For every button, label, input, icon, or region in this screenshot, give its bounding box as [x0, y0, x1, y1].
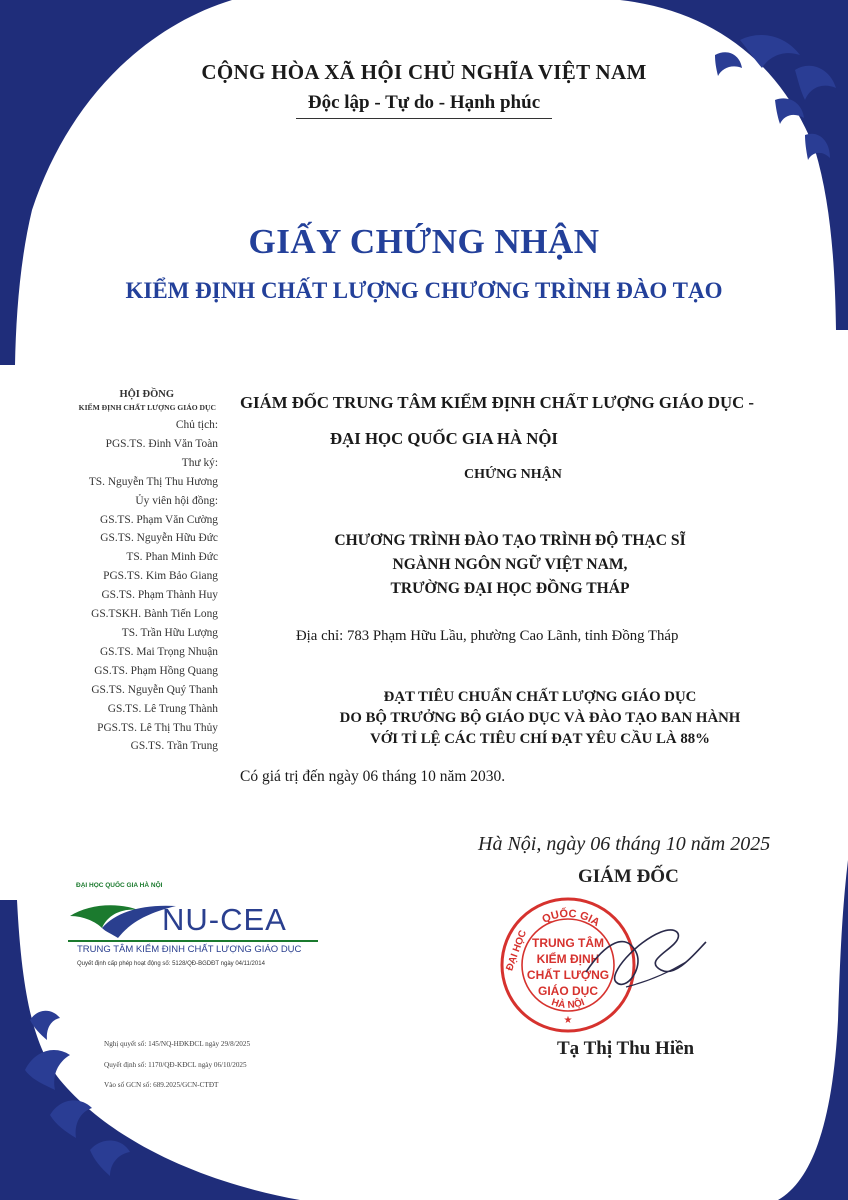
certifies-label: CHỨNG NHẬN: [464, 467, 562, 482]
corner-ornament-bottom-right: [778, 860, 848, 1200]
issuer-line-2: ĐẠI HỌC QUỐC GIA HÀ NỘI: [330, 429, 558, 448]
reference-registry: Vào số GCN số: 689.2025/GCN-CTĐT: [104, 1081, 219, 1089]
stamp-line-1: TRUNG TÂM: [532, 936, 604, 950]
council-heading-sub: KIỂM ĐỊNH CHẤT LƯỢNG GIÁO DỤC: [78, 403, 216, 412]
council-line: GS.TSKH. Bành Tiến Long: [91, 608, 218, 621]
nu-cea-logo: [68, 882, 318, 974]
council-line: GS.TS. Lê Trung Thành: [107, 702, 218, 715]
standard-line-2: DO BỘ TRƯỞNG BỘ GIÁO DỤC VÀ ĐÀO TẠO BAN HÀNH: [339, 710, 741, 726]
council-line: Chủ tịch:: [175, 419, 218, 431]
place-date: Hà Nội, ngày 06 tháng 10 năm 2025: [478, 833, 771, 855]
certificate-subtitle: KIỂM ĐỊNH CHẤT LƯỢNG CHƯƠNG TRÌNH ĐÀO TẠO: [125, 278, 723, 303]
council-line: GS.TS. Phạm Thành Huy: [101, 589, 218, 602]
logo-name: NU-CEA: [162, 902, 287, 937]
logo-divider: [68, 940, 318, 942]
council-line: GS.TS. Phạm Hồng Quang: [94, 664, 218, 677]
stamp-star-icon: ★: [563, 1015, 573, 1026]
stamp-line-4: GIÁO DỤC: [538, 984, 598, 998]
signer-position: GIÁM ĐỐC: [578, 866, 679, 887]
stamp-top-text: QUỐC GIA: [540, 907, 602, 929]
national-title: CỘNG HÒA XÃ HỘI CHỦ NGHĨA VIỆT NAM: [201, 60, 647, 84]
program-address: Địa chỉ: 783 Phạm Hữu Lầu, phường Cao Lãnh, tỉnh Đồng Tháp: [296, 628, 679, 644]
council-line: PGS.TS. Kim Bảo Giang: [103, 570, 218, 583]
council-line: TS. Trần Hữu Lượng: [121, 626, 218, 639]
stamp-line-3: CHẤT LƯỢNG: [526, 968, 610, 982]
program-line-1: CHƯƠNG TRÌNH ĐÀO TẠO TRÌNH ĐỘ THẠC SĨ: [334, 532, 686, 549]
council-line: GS.TS. Mai Trọng Nhuận: [99, 645, 218, 658]
signer-name: Tạ Thị Thu Hiền: [557, 1038, 695, 1059]
logo-parent: ĐẠI HỌC QUỐC GIA HÀ NỘI: [76, 882, 163, 889]
council-line: PGS.TS. Đinh Văn Toàn: [105, 437, 218, 450]
council-line: Thư ký:: [181, 456, 218, 469]
council-list: [30, 388, 218, 756]
issuer-line-1: GIÁM ĐỐC TRUNG TÂM KIỂM ĐỊNH CHẤT LƯỢNG GIÁO DỤC -: [240, 393, 755, 412]
reference-decision: Quyết định số: 1170/QĐ-KĐCL ngày 06/10/2025: [104, 1061, 247, 1069]
council-line: GS.TS. Trần Trung: [130, 740, 218, 753]
validity-text: Có giá trị đến ngày 06 tháng 10 năm 2030.: [240, 768, 506, 785]
stamp-left-text: ĐẠI HỌC: [504, 928, 530, 973]
corner-ornament-top-left: [0, 0, 240, 370]
council-heading: HỘI ĐỒNG: [119, 389, 174, 400]
council-line: Ủy viên hội đồng:: [135, 494, 218, 507]
certificate-title: GIẤY CHỨNG NHẬN: [248, 222, 600, 261]
council-line: GS.TS. Nguyễn Hữu Đức: [100, 532, 218, 545]
council-line: TS. Phan Minh Đức: [126, 551, 218, 564]
stamp-bottom-text: HÀ NỘI: [549, 996, 587, 1012]
council-line: GS.TS. Phạm Văn Cường: [100, 513, 218, 526]
stamp-line-2: KIỂM ĐỊNH: [536, 952, 600, 966]
council-line: PGS.TS. Lê Thị Thu Thủy: [97, 721, 218, 734]
logo-full-name: TRUNG TÂM KIỂM ĐỊNH CHẤT LƯỢNG GIÁO DỤC: [77, 944, 302, 955]
standard-line-3: VỚI TỈ LỆ CÁC TIÊU CHÍ ĐẠT YÊU CẦU LÀ 88%: [370, 731, 710, 747]
standard-line-1: ĐẠT TIÊU CHUẨN CHẤT LƯỢNG GIÁO DỤC: [383, 689, 697, 705]
logo-license: Quyết định cấp phép hoạt động số: 5128/QĐ-BGDĐT ngày 04/11/2014: [77, 961, 265, 967]
council-line: GS.TS. Nguyễn Quý Thanh: [91, 683, 218, 696]
motto-underline: [296, 118, 552, 119]
program-line-3: TRƯỜNG ĐẠI HỌC ĐỒNG THÁP: [390, 580, 630, 597]
handwritten-signature: [563, 912, 716, 1030]
reference-resolution: Nghị quyết số: 145/NQ-HĐKĐCL ngày 29/8/2025: [104, 1040, 251, 1048]
council-line: TS. Nguyễn Thị Thu Hương: [88, 475, 218, 488]
program-line-2: NGÀNH NGÔN NGỮ VIỆT NAM,: [392, 556, 628, 573]
national-motto: Độc lập - Tự do - Hạnh phúc: [307, 92, 541, 113]
